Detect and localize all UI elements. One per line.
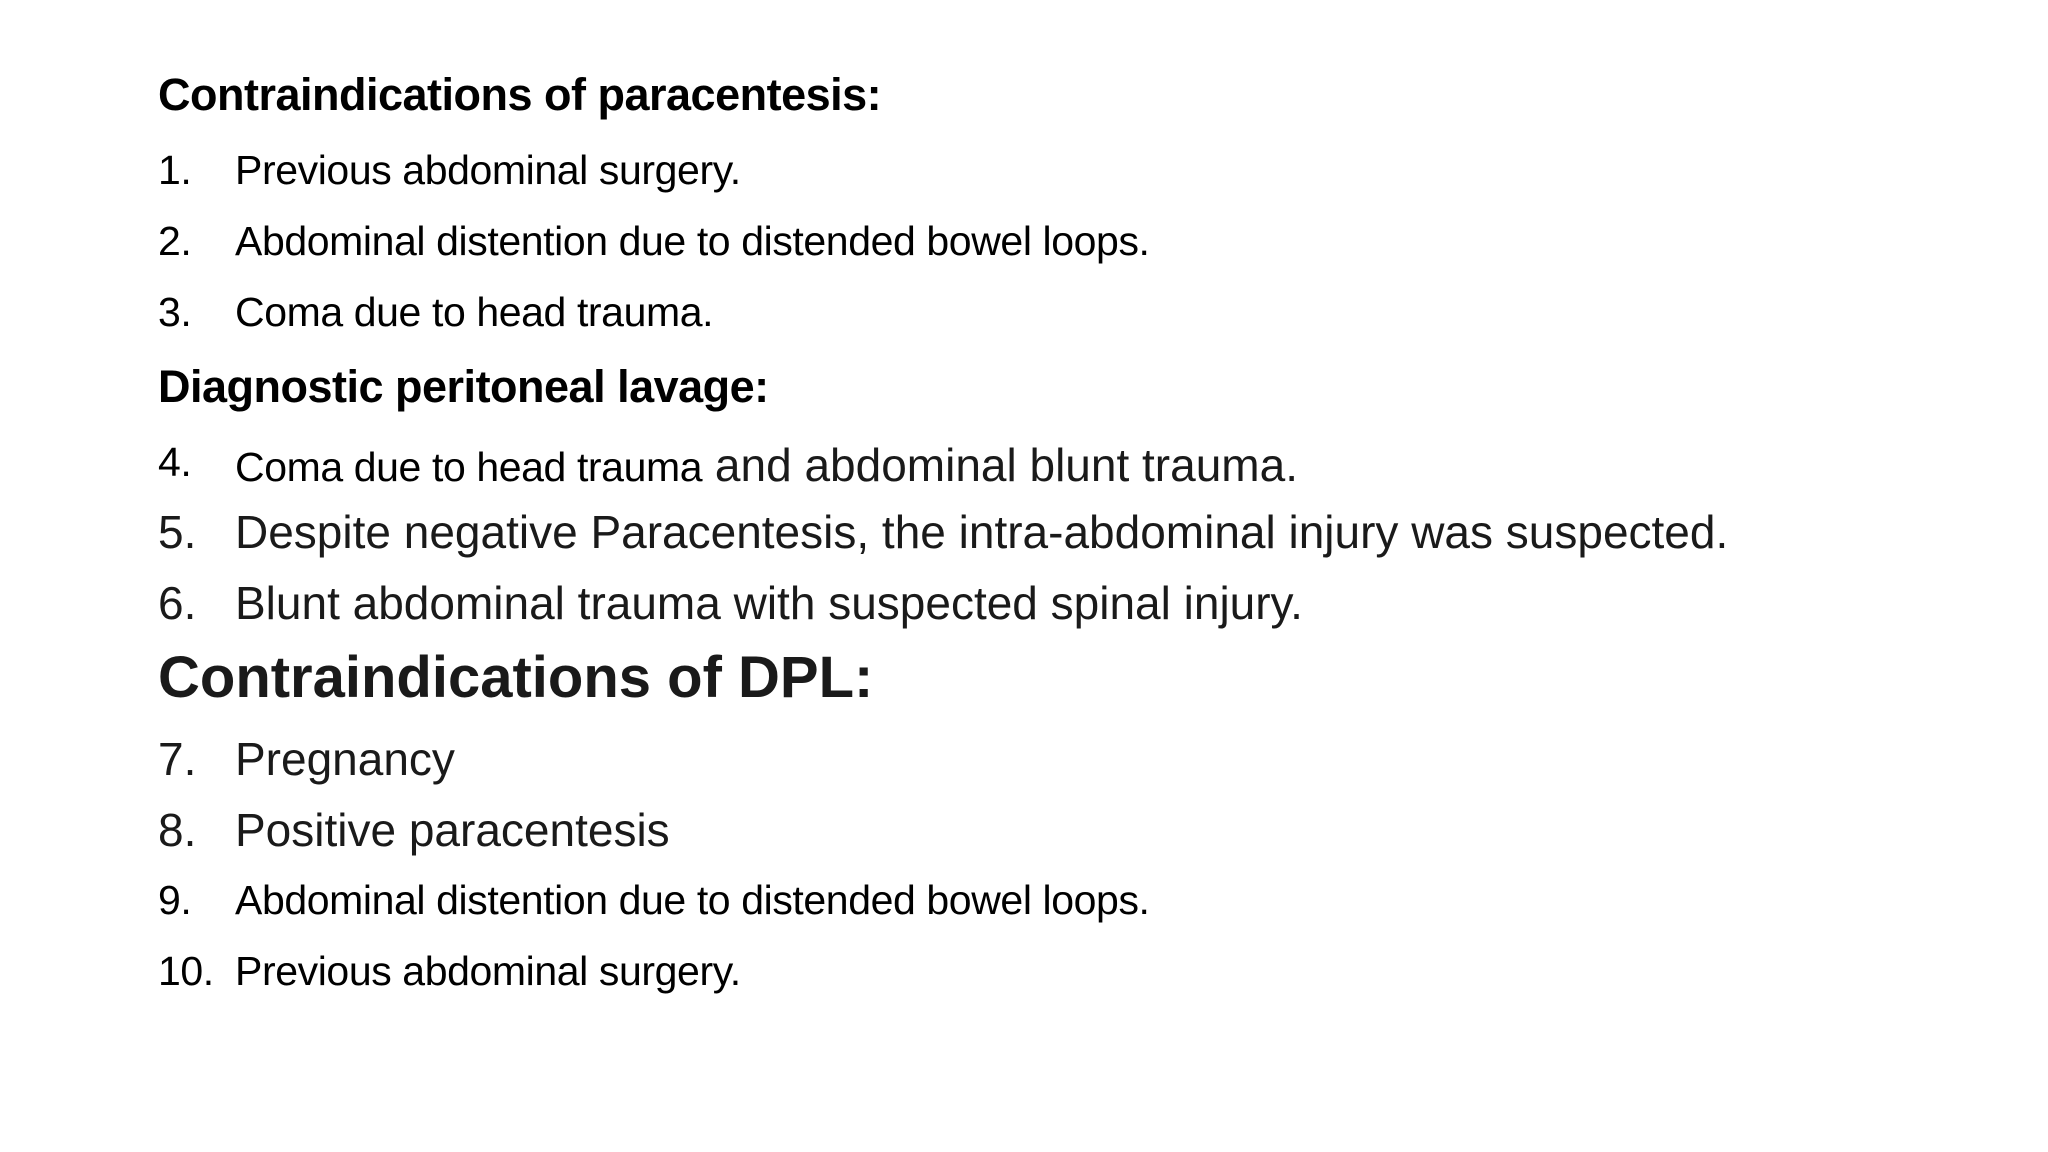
list-number: 10. — [158, 948, 214, 994]
list-text: Abdominal distention due to distended bowel loops. — [235, 218, 1150, 264]
list-text: Positive paracentesis — [235, 804, 670, 856]
list-text: Blunt abdominal trauma with suspected spinal injury. — [235, 577, 1303, 629]
list-number: 3. — [158, 289, 192, 335]
list-text: Despite negative Paracentesis, the intra-abdominal injury was suspected. — [235, 506, 1729, 558]
list-text: Coma due to head trauma. — [235, 289, 714, 335]
list-number: 4. — [158, 439, 192, 485]
list-text: Previous abdominal surgery. — [235, 948, 741, 994]
list-number: 5. — [158, 506, 197, 558]
list-text — [235, 439, 1298, 491]
list-number: 8. — [158, 804, 197, 856]
list-number: 1. — [158, 147, 192, 193]
heading-contraindications-paracentesis: Contraindications of paracentesis: — [158, 69, 882, 120]
list-text: Previous abdominal surgery. — [235, 147, 741, 193]
list-number: 9. — [158, 877, 192, 923]
list-text-part-a: Coma due to head trauma — [235, 444, 703, 490]
list-number: 7. — [158, 733, 197, 785]
list-text: Pregnancy — [235, 733, 455, 785]
list-text-part-b: and abdominal blunt trauma. — [702, 439, 1298, 491]
heading-diagnostic-peritoneal-lavage: Diagnostic peritoneal lavage: — [158, 361, 769, 412]
list-number: 2. — [158, 218, 192, 264]
list-text: Abdominal distention due to distended bowel loops. — [235, 877, 1150, 923]
heading-contraindications-dpl: Contraindications of DPL: — [158, 645, 874, 710]
list-number: 6. — [158, 577, 197, 629]
